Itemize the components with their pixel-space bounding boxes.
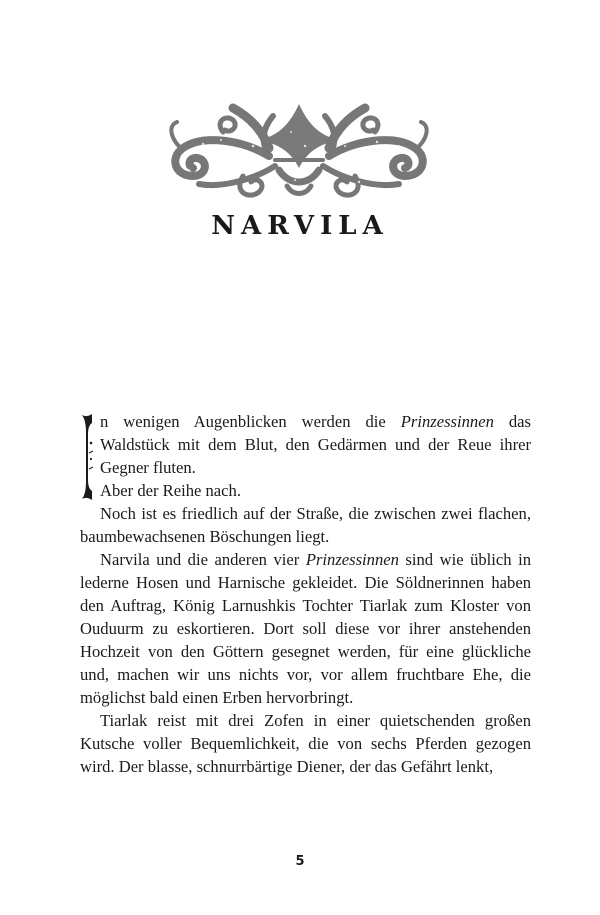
dropcap-ornament xyxy=(80,413,94,501)
paragraph-2: Aber der Reihe nach. xyxy=(100,481,241,500)
chapter-body xyxy=(80,410,531,778)
paragraph-3: Noch ist es friedlich auf der Straße, die zwischen zwei flachen, baumbewachsenen Böschungen liegt. xyxy=(80,504,531,546)
paragraph-1: n wenigen Augenblicken werden die Prinzessinnen das Waldstück mit dem Blut, den Gedärmen und der Reue ihrer Gegner fluten. xyxy=(100,412,531,477)
chapter-title: NARVILA xyxy=(211,211,389,241)
opening-block xyxy=(80,410,531,502)
chapter-ornament xyxy=(163,96,435,206)
page-number: 5 xyxy=(295,854,305,869)
paragraph-5: Tiarlak reist mit drei Zofen in einer quietschenden großen Kutsche voller Bequemlichkeit, die von sechs Pferden gezogen wird. Der blasse, schnurrbärtige Diener, der das Gefährt lenkt, xyxy=(80,711,531,776)
paragraph-4: Narvila und die anderen vier Prinzessinnen sind wie üblich in lederne Hosen und Harnische gekleidet. Die Söldnerinnen haben den Auftrag, König Larnushkis Tochter Tiarlak zum Kloster von Ouduurm zu eskortieren. Dort soll diese vor ihrer anstehenden Hochzeit von den Göttern gesegnet werden, für eine glückliche und, machen wir uns nichts vor, vor allem fruchtbare Ehe, die möglichst bald einen Erben hervorbringt. xyxy=(80,550,531,707)
